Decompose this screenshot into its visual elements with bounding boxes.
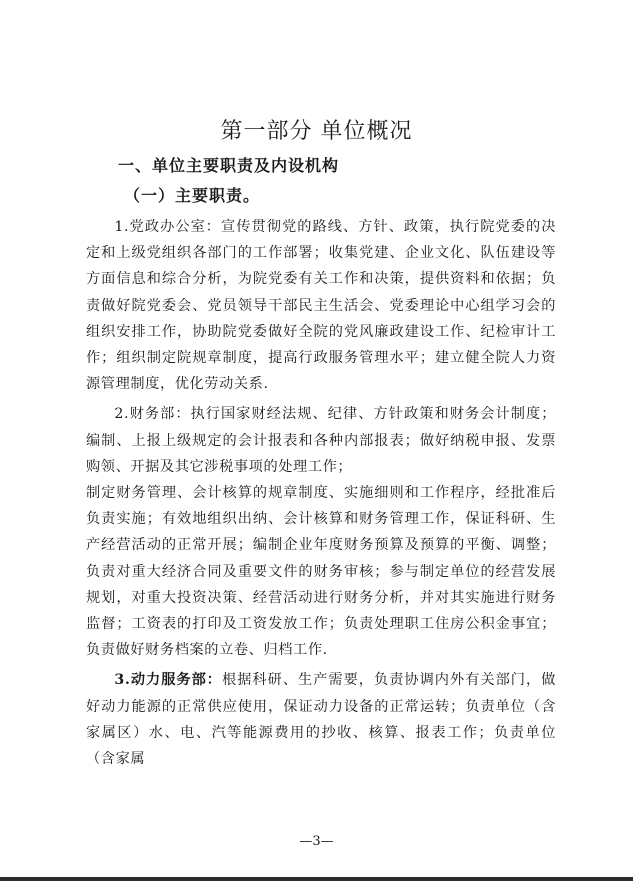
paragraph-finance-dept: 2.财务部：执行国家财经法规、纪律、方针政策和财务会计制度；编制、上报上级规定的会计报表和各种内部报表；做好纳税申报、发票购领、开据及其它涉税事项的处理工作；: [86, 406, 556, 475]
paragraph-power-service-dept: [86, 667, 556, 772]
section-heading: 一、单位主要职责及内设机构: [118, 156, 340, 175]
page-number: —3—: [299, 834, 334, 849]
paragraph-party-office: 1.党政办公室：宣传贯彻党的路线、方针、政策，执行院党委的决定和上级党组织各部门的工作部署；收集党建、企业文化、队伍建设等方面信息和综合分析，为院党委有关工作和决策，提供资料和依据；负责做好院党委会、党员领导干部民主生活会、党委理论中心组学习会的组织安排工作，协助院党委做好全院的党风廉政建设工作、纪检审计工作；组织制定院规章制度，提高行政服务管理水平；建立健全院人力资源管理制度，优化劳动关系.: [86, 219, 556, 393]
page-bottom-border: [0, 877, 633, 881]
page-title: 第一部分 单位概况: [220, 119, 413, 144]
paragraph-text: 根据科研、生产需要，负责协调内外有关部门，做好动力能源的正常供应使用，保证动力设备的正常运转；负责单位（含家属区）水、电、汽等能源费用的抄收、核算、报表工作；负责单位（含家属: [86, 672, 556, 768]
paragraph-finance-dept-continued: 制定财务管理、会计核算的规章制度、实施细则和工作程序，经批准后负责实施；有效地组织出纳、会计核算和财务管理工作，保证科研、生产经营活动的正常开展；编制企业年度财务预算及预算的平衡、调整；负责对重大经济合同及重要文件的财务审核；参与制定单位的经营发展规划，对重大投资决策、经营活动进行财务分析，并对其实施进行财务监督；工资表的打印及工资发放工作；负责处理职工住房公积金事宜；负责做好财务档案的立卷、归档工作.: [86, 485, 556, 659]
paragraph-label: 3.动力服务部：: [114, 672, 223, 689]
document-body: [86, 214, 556, 772]
subsection-heading: （一）主要职责。: [124, 186, 261, 205]
